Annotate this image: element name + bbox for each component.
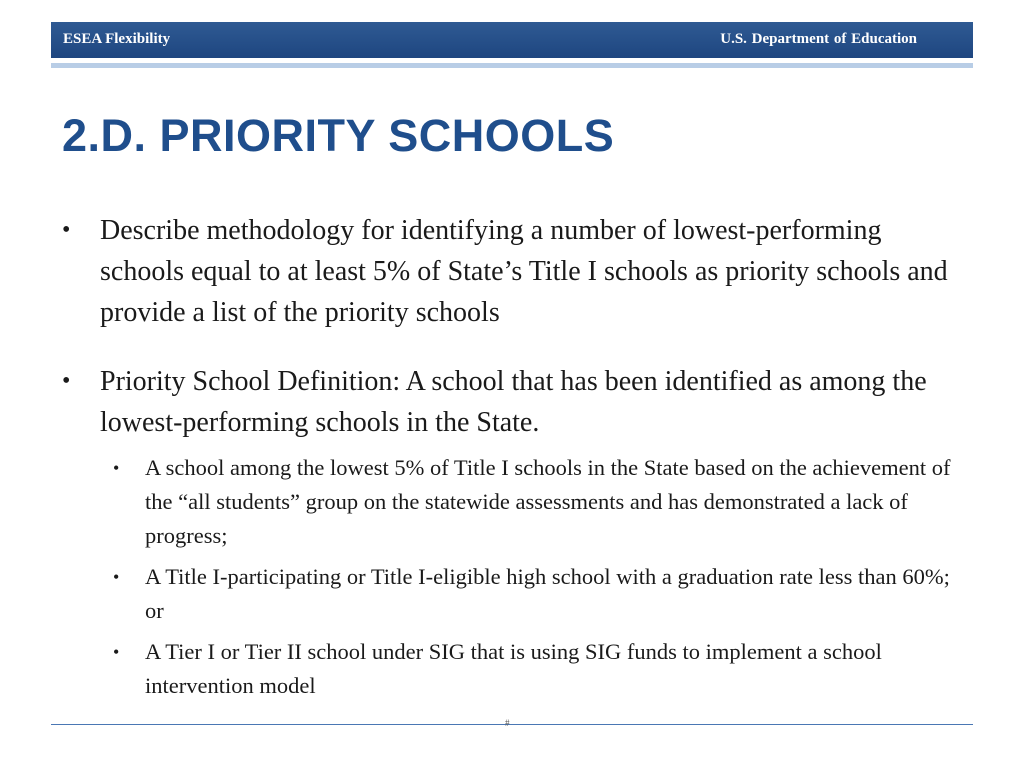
header-right-text: U.S. Department of Education: [720, 31, 917, 47]
sub-bullet-sig-school: [107, 635, 972, 703]
bullet-icon: •: [62, 217, 71, 243]
bullet-methodology: [62, 210, 972, 333]
sub-bullet-icon: •: [113, 567, 120, 587]
sub-bullet-icon: •: [113, 458, 120, 478]
header-left-text: ESEA Flexibility: [63, 31, 171, 47]
bullet-icon: •: [62, 368, 71, 394]
sub-bullet-lowest-5-percent: [107, 451, 972, 553]
sub-bullet-text: A school among the lowest 5% of Title I schools in the State based on the achievement of the “all students” group on the statewide assessments and has demonstrated a lack of progress;: [145, 455, 951, 548]
bullet-text: Priority School Definition: A school that has been identified as among the lowest-performing schools in the State.: [100, 366, 927, 438]
sub-bullet-text: A Title I-participating or Title I-eligible high school with a graduation rate less than 60%; or: [145, 564, 950, 623]
slide-content: [62, 210, 972, 710]
sub-bullet-graduation-rate: [107, 560, 972, 628]
bullet-definition: [62, 361, 972, 443]
footer-divider: [51, 724, 973, 725]
header-bar: [51, 22, 973, 58]
bullet-text: Describe methodology for identifying a number of lowest-performing schools equal to at least 5% of State’s Title I schools as priority schools and provide a list of the priority schools: [100, 215, 948, 328]
sub-bullet-icon: •: [113, 642, 120, 662]
sub-bullet-text: A Tier I or Tier II school under SIG that is using SIG funds to implement a school intervention model: [145, 639, 882, 698]
header-divider-light-blue: [51, 63, 973, 68]
slide-title: 2.D. PRIORITY SCHOOLS: [62, 110, 615, 161]
page-number: #: [505, 718, 510, 728]
definition-sub-list: [62, 451, 972, 703]
